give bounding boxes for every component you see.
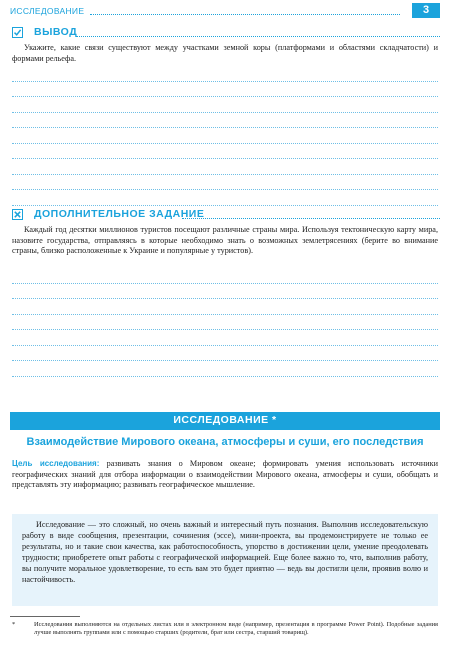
research-info-box <box>12 514 438 606</box>
footnote-rule <box>10 616 80 617</box>
footnote-mark: * <box>12 621 16 628</box>
answer-line[interactable] <box>12 315 438 331</box>
research-goal <box>12 459 438 491</box>
answer-line[interactable] <box>12 299 438 315</box>
research-info-text: Исследование — это сложный, но очень важный и интересный путь познания. Выполнив исследовательскую работу в виде сообщения, презентации, сочинения (эссе), мини-проекта, вы продемонстрируете не только ее результаты, но и такие свои качества, как работоспособность, упорство в достижении цели, умение преодолевать трудности; приобретете опыт работы с географической информацией. Еще более важно то, что, выполнив работу, вы получите моральное удовлетворение, то есть вам это будет приятно — ведь вы достигли цели, проявив волю и настойчивость. <box>22 520 428 584</box>
extra-task-answer-lines[interactable] <box>12 268 438 377</box>
research-band <box>10 412 440 430</box>
checkbox-checked-icon <box>12 27 23 38</box>
checkbox-crossed-icon <box>12 209 23 220</box>
answer-line[interactable] <box>12 159 438 175</box>
conclusion-answer-lines[interactable] <box>12 66 438 206</box>
extra-task-heading <box>12 209 440 223</box>
conclusion-task-text: Укажите, какие связи существуют между участками земной коры (платформами и областями складчатости) и формами рельефа. <box>12 43 438 63</box>
answer-line[interactable] <box>12 113 438 129</box>
research-band-title: ИССЛЕДОВАНИЕ * <box>173 414 277 426</box>
extra-task-dotted-rule <box>182 218 440 219</box>
answer-line[interactable] <box>12 66 438 82</box>
answer-line[interactable] <box>12 284 438 300</box>
conclusion-dotted-rule <box>76 36 440 37</box>
answer-line[interactable] <box>12 82 438 98</box>
answer-line[interactable] <box>12 128 438 144</box>
research-goal-label: Цель исследования: <box>12 459 100 468</box>
footnote <box>12 621 438 638</box>
answer-line[interactable] <box>12 268 438 284</box>
page-number: 3 <box>412 3 440 18</box>
answer-line[interactable] <box>12 144 438 160</box>
answer-line[interactable] <box>12 330 438 346</box>
footnote-text: Исследования выполняются на отдельных листах или в электронном виде (например, презентация в программе Power Point). Подобные задания лучше выполнять группами или с помощью старших (родители, брат или сестра, старший товарищ). <box>34 621 438 637</box>
header-category: ИССЛЕДОВАНИЕ <box>10 6 85 16</box>
research-subtitle: Взаимодействие Мирового океана, атмосферы и суши, его последствия <box>26 436 424 448</box>
answer-line[interactable] <box>12 190 438 206</box>
header-dotted-rule <box>90 14 400 15</box>
conclusion-title: ВЫВОД <box>34 26 81 38</box>
conclusion-heading <box>12 27 440 41</box>
research-goal-text: развивать знания о Мировом океане; формировать умения использовать источники географических знаний для отбора информации о взаимодействии Мирового океана, атмосферы и суши, обобщать и представлять эту информацию; развивать географическое мышление. <box>12 459 438 489</box>
extra-task-title: ДОПОЛНИТЕЛЬНОЕ ЗАДАНИЕ <box>34 208 208 220</box>
answer-line[interactable] <box>12 361 438 377</box>
page-header <box>10 6 440 20</box>
answer-line[interactable] <box>12 175 438 191</box>
extra-task-text: Каждый год десятки миллионов туристов посещают различные страны мира. Используя тектоническую карту мира, назовите государства, отправляясь в которые необходимо знать о возможных землетрясениях (берите во внимание страны, близко расположенные к Украине и популярные у туристов). <box>12 225 438 256</box>
answer-line[interactable] <box>12 346 438 362</box>
answer-line[interactable] <box>12 97 438 113</box>
